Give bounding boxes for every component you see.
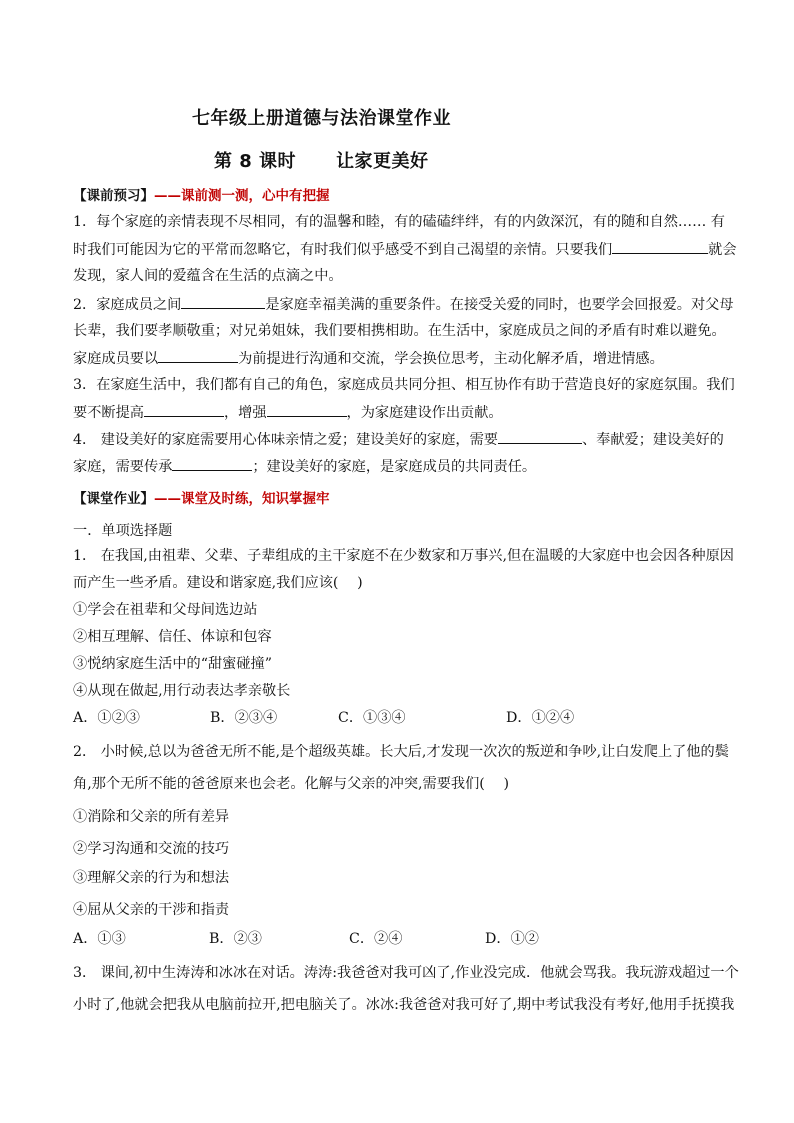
cw-q2-item: ②学习沟通和交流的技巧: [73, 841, 230, 857]
preview-q1-line1: 1．每个家庭的亲情表现不尽相同，有的温馨和睦，有的磕磕绊绊，有的内敛深沉，有的随和自然…… 有: [73, 214, 725, 230]
option-d[interactable]: D．①②④: [506, 710, 575, 726]
cw-q2-item: ④屈从父亲的干涉和指责: [73, 902, 230, 918]
preview-q4-line1: 4． 建设美好的家庭需要用心体味亲情之爱；建设美好的家庭，需要 、奉献爱；建设美好的: [73, 429, 733, 450]
preview-q2-line3: 家庭成员要以 为前提进行沟通和交流，学会换位思考，主动化解矛盾，增进情感。: [73, 348, 733, 369]
lesson-name: 让家更美好: [336, 151, 429, 172]
answer-blank[interactable]: [158, 348, 238, 363]
classwork-section-header: 【课堂作业】——课堂及时练，知识掌握牢: [73, 491, 330, 507]
cw-q2-line1: 2． 小时候,总以为爸爸无所不能,是个超级英雄。长大后,才发现一次次的叛逆和争吵,让白发爬上了他的鬓: [73, 744, 729, 760]
answer-blank[interactable]: [144, 402, 224, 417]
cw-q2-item: ①消除和父亲的所有差异: [73, 809, 230, 825]
cw-q2-item: ③理解父亲的行为和想法: [73, 870, 230, 886]
answer-blank[interactable]: [267, 402, 347, 417]
cw-q3-line1: 3． 课间,初中生涛涛和冰冰在对话。涛涛:我爸爸对我可凶了,作业没完成．他就会骂我。我玩游戏超过一个: [73, 965, 739, 981]
cw-q2-options: [73, 929, 733, 949]
answer-blank[interactable]: [181, 294, 265, 309]
cw-q3-line2: 小时了,他就会把我从电脑前拉开,把电脑关了。冰冰:我爸爸对我可好了,期中考试我没有考好,他用手抚摸我: [73, 997, 735, 1013]
option-b[interactable]: B．②③: [209, 931, 262, 947]
preview-q2-line2: 长辈，我们要孝顺敬重；对兄弟姐妹，我们要相携相助。在生活中，家庭成员之间的矛盾有时难以避免。: [73, 323, 726, 339]
option-b[interactable]: B．②③④: [210, 710, 278, 726]
answer-blank[interactable]: [172, 456, 252, 471]
cw-q1-item: ①学会在祖辈和父母间选边站: [73, 602, 258, 618]
option-d[interactable]: D．①②: [485, 931, 539, 947]
preview-q2-line1: 2．家庭成员之间 是家庭幸福美满的重要条件。在接受关爱的同时，也要学会回报爱。对父母: [73, 294, 733, 315]
lesson-title: [214, 147, 429, 173]
answer-blank[interactable]: [612, 239, 708, 254]
cw-q1-item: ②相互理解、信任、体谅和包容: [73, 629, 272, 645]
answer-blank[interactable]: [498, 429, 582, 444]
page-title: 七年级上册道德与法治课堂作业: [192, 108, 451, 129]
cw-q1-item: ③悦纳家庭生活中的“甜蜜碰撞”: [73, 656, 272, 672]
preview-q1-line2: 时我们可能因为它的平常而忽略它，有时我们似乎感受不到自己渴望的亲情。只要我们 就会: [73, 239, 733, 260]
preview-q1-line3: 发现，家人间的爱蕴含在生活的点滴之中。: [73, 268, 343, 284]
lesson-number: 第 8 课时: [214, 151, 297, 172]
option-c[interactable]: C．②④: [349, 931, 403, 947]
cw-q1-item: ④从现在做起,用行动表达孝亲敬长: [73, 683, 291, 699]
option-a[interactable]: A．①③: [73, 931, 126, 947]
preview-section-header: 【课前预习】——课前测一测，心中有把握: [73, 188, 330, 204]
cw-q1-options: [73, 708, 733, 728]
cw-q2-line2: 角,那个无所不能的爸爸原来也会老。化解与父亲的冲突,需要我们( ): [73, 776, 510, 792]
preview-q4-line2: 家庭，需要传承 ；建设美好的家庭，是家庭成员的共同责任。: [73, 456, 733, 477]
option-a[interactable]: A．①②③: [73, 710, 140, 726]
section-heading: 一．单项选择题: [73, 523, 173, 539]
preview-q3-line2: 要不断提高 ，增强 ，为家庭建设作出贡献。: [73, 402, 733, 423]
cw-q1-line2: 而产生一些矛盾。建设和谐家庭,我们应该( ): [73, 575, 363, 591]
preview-q3-line1: 3．在家庭生活中，我们都有自己的角色，家庭成员共同分担、相互协作有助于营造良好的家庭氛围。我们: [73, 377, 735, 393]
option-c[interactable]: C．①③④: [338, 710, 406, 726]
cw-q1-line1: 1． 在我国,由祖辈、父辈、子辈组成的主干家庭不在少数家和万事兴,但在温暖的大家庭中也会因各种原因: [73, 548, 734, 564]
